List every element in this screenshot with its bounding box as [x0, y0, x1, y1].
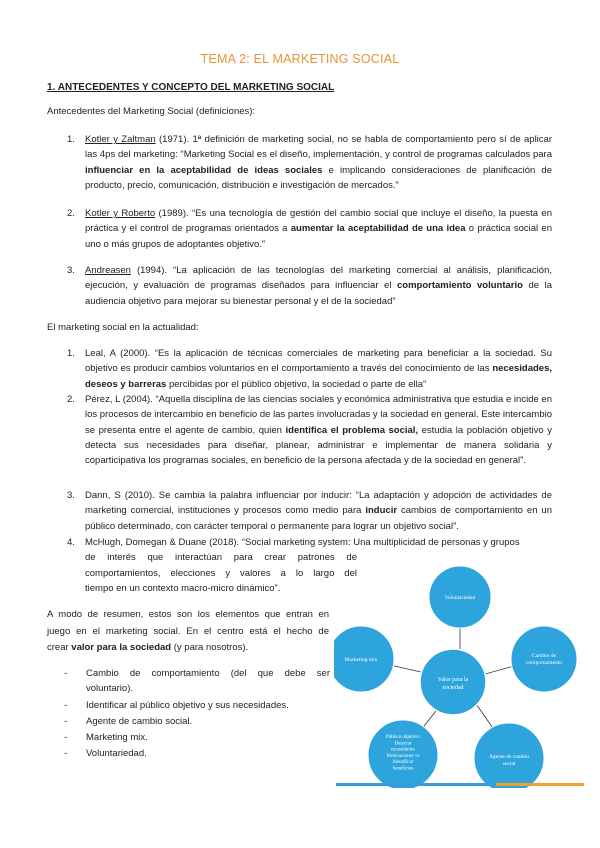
actualidad-intro: El marketing social en la actualidad: — [47, 322, 199, 333]
author-link[interactable]: Kotler y Zaltman — [85, 134, 156, 145]
summary-line: juego en el marketing social. En el centro está el hecho de — [47, 625, 329, 637]
actualidad-bold: necesidades, deseos y barreras — [85, 363, 552, 390]
page-title: TEMA 2: EL MARKETING SOCIAL — [200, 52, 400, 66]
actualidad-text: Leal, A (2000). “Es la aplicación de técnicas comerciales de marketing para beneficiar a la sociedad. Su objetivo es producir cambios voluntarios en el comportamiento a través del conocimiento de las — [85, 348, 552, 375]
node-center-label: Valor para la sociedad — [437, 677, 469, 691]
actualidad-text: Pérez, L (2004). “Aquella disciplina de las ciencias sociales y económica administrativa que estudia e incide en los procesos de intercambio en beneficio de las partes involucradas y la sociedad en general. Este intercambio se presenta entre el agente de cambio, quien — [85, 394, 552, 436]
node-right-label: Cambio de comportamiento — [525, 653, 563, 666]
definition-bold: influenciar en la aceptabilidad de ideas sociales — [85, 164, 323, 176]
definition-item — [67, 132, 552, 193]
definition-text: o práctica social en uno o más grupos de adoptantes objetivo.” — [85, 223, 552, 250]
actualidad-text: percibidas por el público objetivo, la sociedad o parte de ella” — [166, 378, 427, 390]
value-diagram — [334, 561, 586, 788]
actualidad-bold: identifica el problema social, — [285, 424, 419, 436]
item-number: 1. — [67, 134, 75, 145]
item-number: 2. — [67, 208, 75, 219]
item-number: 2. — [67, 394, 75, 405]
actualidad-text: estudia la población objetivo y detecta sus necesidades para diseñar, planear, administrar e implementar de manera solidaria y coparticipativa los programas sociales, en beneficio de la persona afectada y de la sociedad en general”. — [85, 424, 552, 467]
definition-item — [67, 206, 552, 252]
section-heading: 1. ANTECEDENTES Y CONCEPTO DEL MARKETING SOCIAL — [47, 82, 335, 93]
actualidad-text: cambios de comportamiento en un público determinado, con carácter temporal o permanente para lograr un objetivo social”. — [85, 505, 553, 532]
definition-text: (1971). 1ª definición de marketing social, no se habla de comportamiento pero sí de aplicar las 4ps del marketing: “Marketing Social es el diseño, implementación, y control de programas calculados para — [85, 134, 552, 161]
actualidad-item — [67, 488, 553, 534]
actualidad-item — [67, 392, 552, 468]
definition-item — [67, 263, 552, 309]
item-number: 3. — [67, 265, 75, 276]
actualidad-bold: inducir — [365, 505, 398, 517]
definition-bold: aumentar la aceptabilidad de una idea — [290, 223, 466, 235]
summary-line: A modo de resumen, estos son los elementos que entran en — [47, 609, 329, 620]
summary-line: crear valor para la sociedad (y para nosotros). — [47, 642, 249, 653]
item-number: 3. — [67, 490, 75, 501]
definition-text: de la audiencia objetivo para mejorar su bienestar personal y el de la sociedad” — [85, 280, 552, 307]
actualidad-line: de interés que interactúan para crear patrones de — [85, 552, 357, 564]
accent-bar-orange — [496, 783, 584, 786]
antecedentes-intro: Antecedentes del Marketing Social (definiciones): — [47, 106, 256, 117]
item-number: 1. — [67, 348, 75, 359]
author-link[interactable]: Andreasen — [85, 265, 131, 276]
actualidad-line: McHugh, Domegan & Duane (2018). “Social marketing system: Una multiplicidad de personas y grupos — [85, 537, 520, 548]
summary-bold: valor para la sociedad — [71, 642, 172, 653]
definition-text: (1994). “La aplicación de las tecnologías del marketing comercial al análisis, planificación, ejecución, y evaluación de programas diseñados para influenciar el — [85, 265, 552, 292]
node-bottom-right-label: Agente de cambio social — [488, 754, 530, 767]
definition-text: e implicando consideraciones de planificación de producto, precio, comunicación, distribución e investigación de mercados.” — [85, 164, 552, 191]
item-number: 4. — [67, 537, 75, 548]
actualidad-item — [67, 346, 552, 392]
actualidad-text: Dann, S (2010). Se cambia la palabra influenciar por inducir: “La adaptación y adopción de actividades de marketing comercial, instituciones y procesos como medio para — [85, 490, 552, 517]
node-left-label: Marketing mix — [344, 657, 378, 663]
accent-bar-blue — [336, 783, 496, 786]
node-right — [511, 626, 577, 692]
node-top-label: Voluntariedad — [444, 595, 476, 601]
definition-bold: comportamiento voluntario — [397, 280, 523, 292]
actualidad-line: comportamientos, elecciones y valores a lo largo del — [85, 567, 357, 579]
summary-paragraph — [47, 607, 329, 657]
node-bottom-left-label: Público objetivo: Detectar necesidades Motivaciones vs Identificar beneficios — [385, 735, 421, 772]
actualidad-line: tiempo en un contexto macro-micro dinámico”. — [85, 582, 281, 594]
definition-text: (1989). “Es una tecnología de gestión del cambio social que incluye el diseño, la puesta en práctica y el control de programas orientados a — [85, 208, 552, 235]
author-link[interactable]: Kotler y Roberto — [85, 208, 156, 219]
